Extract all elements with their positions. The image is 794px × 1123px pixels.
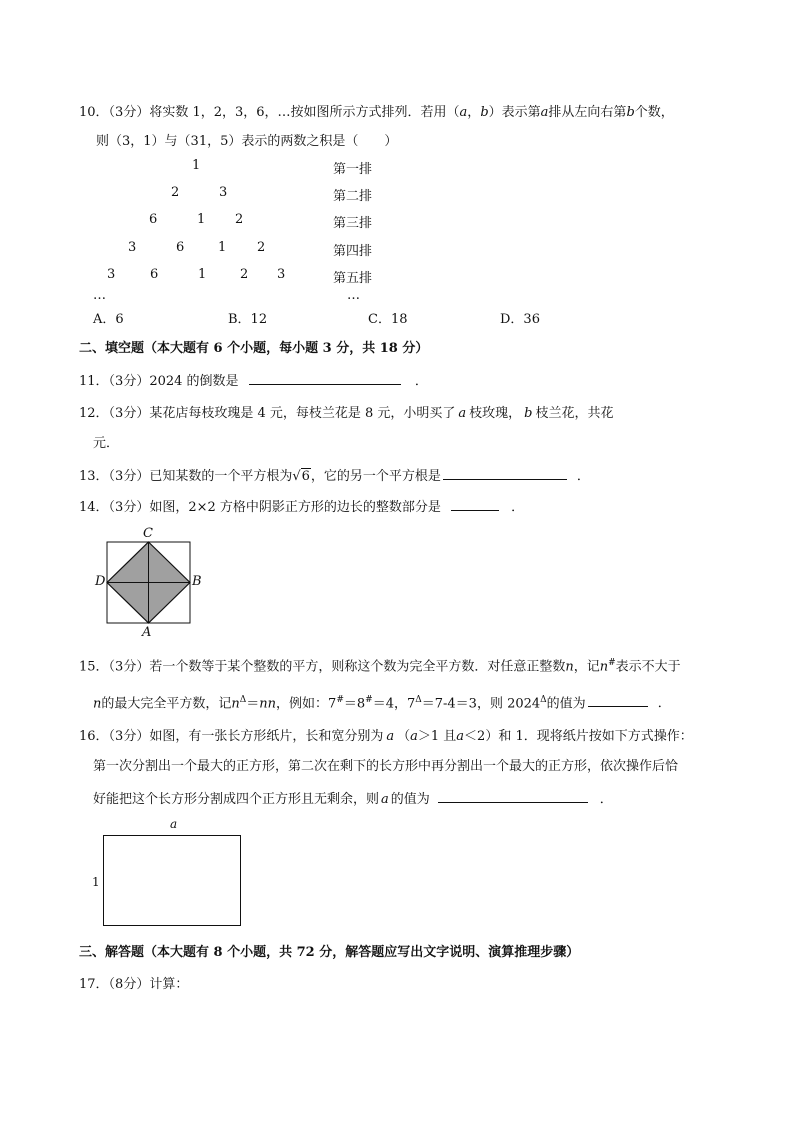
q15-var-n5: n bbox=[259, 696, 268, 712]
label-a: A bbox=[142, 625, 152, 640]
q16-var-a2: a bbox=[410, 729, 418, 744]
q15-var-n3: n bbox=[93, 696, 102, 712]
q10-var-b: b bbox=[480, 105, 489, 120]
row5-num2: 6 bbox=[150, 267, 159, 282]
row2-num2: 3 bbox=[219, 185, 228, 200]
option-c: C．18 bbox=[368, 312, 408, 327]
label-b: B bbox=[192, 574, 202, 589]
grid-square-figure bbox=[92, 526, 207, 642]
paper-rectangle bbox=[103, 835, 241, 926]
q16-end: ． bbox=[599, 792, 613, 807]
q13-end: ． bbox=[576, 469, 590, 484]
q16-text-e: 好能把这个长方形分割成四个正方形且无剩余，则 bbox=[93, 792, 380, 807]
q15-line1 bbox=[79, 654, 681, 676]
row3-num2: 1 bbox=[197, 212, 206, 227]
q12-line1 bbox=[79, 405, 614, 423]
q15-text-e: ＝ bbox=[246, 696, 260, 712]
fig-label-1: 1 bbox=[92, 875, 100, 889]
q15-sharp: # bbox=[608, 658, 616, 668]
q15-var-n: n bbox=[565, 659, 574, 675]
q10-var-a: a bbox=[459, 105, 468, 120]
q17: 17．（8分）计算： bbox=[79, 977, 189, 992]
label-d: D bbox=[95, 574, 106, 589]
q10-text-d: 个数， bbox=[634, 105, 674, 120]
q15-delta2: Δ bbox=[415, 695, 422, 705]
q15-line2 bbox=[93, 691, 671, 713]
q15-text-i: ＝7-4＝3，则 2024 bbox=[421, 696, 541, 712]
q12-var-a: a bbox=[458, 406, 467, 421]
q15-text-h: ＝4，7 bbox=[372, 696, 416, 712]
q15-sharp2: # bbox=[336, 695, 344, 705]
q14-text: 14．（3分）如图，2×2 方格中阴影正方形的边长的整数部分是 bbox=[79, 500, 441, 515]
q12-text-b: 枝玫瑰， bbox=[469, 406, 522, 421]
q11-answer-blank bbox=[249, 372, 401, 385]
q13-text-a: 13．（3分）已知某数的一个平方根为 bbox=[79, 469, 293, 484]
q13-text-b: ，它的另一个平方根是 bbox=[310, 469, 441, 484]
row5-num4: 2 bbox=[240, 267, 249, 282]
q13 bbox=[79, 467, 590, 486]
q15-delta: Δ bbox=[239, 695, 247, 705]
q16-answer-blank bbox=[438, 790, 588, 803]
q16-text-d: ＜2）和 1．现将纸片按如下方式操作： bbox=[464, 729, 693, 744]
row5-label: 第五排 bbox=[333, 271, 373, 286]
q10-options bbox=[93, 311, 693, 329]
row2-num1: 2 bbox=[171, 185, 180, 200]
row4-num3: 1 bbox=[218, 240, 227, 255]
q10-comma: ， bbox=[467, 105, 481, 120]
q11 bbox=[79, 372, 428, 391]
option-b: B．12 bbox=[228, 312, 268, 327]
ellipsis-left: … bbox=[93, 288, 106, 303]
q10-line1 bbox=[79, 104, 674, 122]
q16-var-a: a bbox=[386, 729, 395, 744]
q16-var-a4: a bbox=[381, 792, 389, 807]
row3-num3: 2 bbox=[235, 212, 244, 227]
q15-var-n2: n bbox=[599, 659, 609, 675]
q16-var-a3: a bbox=[456, 729, 465, 744]
q10-var-b2: b bbox=[626, 105, 635, 120]
q14-answer-blank bbox=[451, 498, 499, 511]
rectangle-figure bbox=[90, 817, 245, 929]
q12-text-c: 枝兰花，共花 bbox=[535, 406, 614, 421]
q15-text-f: ，例如：7 bbox=[276, 696, 337, 712]
label-c: C bbox=[143, 526, 153, 541]
row4-num4: 2 bbox=[257, 240, 266, 255]
q16-line3 bbox=[93, 790, 613, 809]
q12-text-a: 12．（3分）某花店每枝玫瑰是 4 元，每枝兰花是 8 元，小明买了 bbox=[79, 406, 456, 421]
q15-text-c: 表示不大于 bbox=[615, 659, 681, 675]
q10-text-b: ）表示第 bbox=[488, 105, 541, 120]
q12-line2: 元． bbox=[93, 436, 120, 451]
row4-num1: 3 bbox=[128, 240, 137, 255]
q16-line2: 第一次分割出一个最大的正方形，第二次在剩下的长方形中再分割出一个最大的正方形，依次操作后恰 bbox=[93, 759, 679, 774]
q14 bbox=[79, 498, 524, 517]
q15-text-j: 的值为 bbox=[546, 696, 586, 712]
q15-end: ． bbox=[657, 696, 671, 712]
q15-delta3: Δ bbox=[540, 695, 547, 705]
q11-end: ． bbox=[414, 374, 428, 389]
q13-radicand: 6 bbox=[301, 469, 310, 484]
option-d: D．36 bbox=[500, 312, 540, 327]
q10-text-c: 排从左向右第 bbox=[548, 105, 627, 120]
q10-text-a: 10．（3分）将实数 1，2，3，6，…按如图所示方式排列．若用（ bbox=[79, 105, 460, 120]
q15-text-g: ＝8 bbox=[343, 696, 366, 712]
row1-num1: 1 bbox=[192, 158, 201, 173]
q14-end: ． bbox=[511, 500, 525, 515]
q16-text-b: （ bbox=[397, 729, 411, 744]
row2-label: 第二排 bbox=[333, 189, 373, 204]
row5-num3: 1 bbox=[198, 267, 207, 282]
row3-num1: 6 bbox=[149, 212, 158, 227]
q16-line1 bbox=[79, 728, 693, 746]
q16-text-a: 16．（3分）如图，有一张长方形纸片，长和宽分别为 bbox=[79, 729, 384, 744]
q16-text-f: 的值为 bbox=[390, 792, 430, 807]
option-a: A．6 bbox=[93, 312, 124, 327]
q10-line2: 则（3，1）与（31，5）表示的两数之积是（ ） bbox=[96, 134, 398, 149]
q15-text-a: 15．（3分）若一个数等于某个整数的平方，则称这个数为完全平方数．对任意正整数 bbox=[79, 659, 566, 675]
row5-num5: 3 bbox=[277, 267, 286, 282]
q11-text: 11．（3分）2024 的倒数是 bbox=[79, 374, 239, 389]
row1-label: 第一排 bbox=[333, 162, 373, 177]
q15-var-n4: n bbox=[231, 696, 240, 712]
ellipsis-right: … bbox=[347, 288, 360, 303]
sqrt-symbol: √6 bbox=[292, 469, 310, 484]
q13-answer-blank bbox=[443, 467, 567, 480]
q12-var-b: b bbox=[524, 406, 533, 421]
fig-label-a: a bbox=[170, 817, 178, 831]
q16-text-c: ＞1 且 bbox=[417, 729, 457, 744]
q15-text-b: ，记 bbox=[573, 659, 600, 675]
row3-label: 第三排 bbox=[333, 216, 373, 231]
section-2-heading: 二、填空题（本大题有 6 个小题，每小题 3 分，共 18 分） bbox=[79, 341, 429, 356]
q15-var-n6: n bbox=[267, 696, 277, 712]
q10-var-a2: a bbox=[540, 105, 549, 120]
row4-num2: 6 bbox=[176, 240, 185, 255]
q15-answer-blank bbox=[588, 694, 648, 707]
q15-text-d: 的最大完全平方数，记 bbox=[101, 696, 232, 712]
q15-sharp3: # bbox=[365, 695, 373, 705]
section-3-heading: 三、解答题（本大题有 8 个小题，共 72 分，解答题应写出文字说明、演算推理步骤） bbox=[79, 945, 580, 960]
row5-num1: 3 bbox=[107, 267, 116, 282]
row4-label: 第四排 bbox=[333, 244, 373, 259]
